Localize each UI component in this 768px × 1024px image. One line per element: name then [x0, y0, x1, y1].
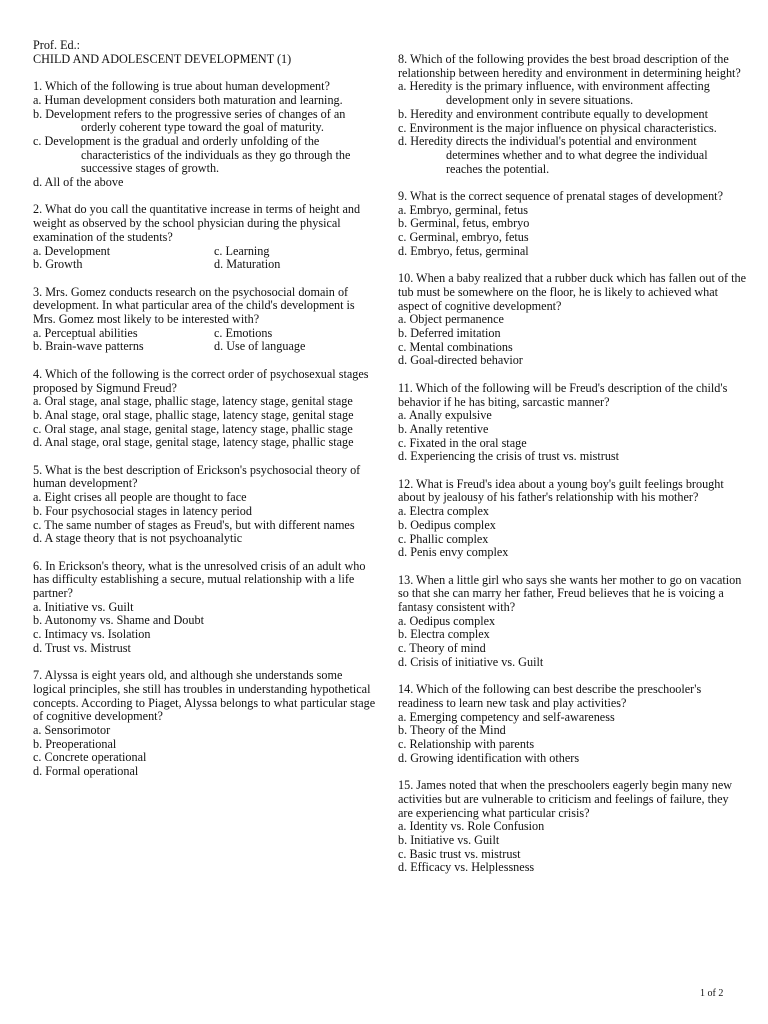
option-b: b. Brain-wave patterns: [33, 339, 144, 354]
question-stem: 9. What is the correct sequence of prenatal stages of development?: [398, 189, 723, 204]
option-d: d. Maturation: [214, 257, 281, 272]
question-12: [398, 478, 746, 560]
option-b: b. Heredity and environment contribute equally to development: [398, 106, 709, 121]
question-6: [33, 560, 378, 656]
option-a: a. Emerging competency and self-awareness: [398, 709, 615, 724]
option-a: a. Object permanence: [398, 312, 504, 327]
question-stem: 11. Which of the following will be Freud's description of the child's behavior if he has biting, sarcastic manner?: [398, 380, 728, 409]
option-a: a. Anally expulsive: [398, 408, 492, 423]
option-d: d. Use of language: [214, 339, 306, 354]
question-2: [33, 203, 378, 272]
option-b: b. Germinal, fetus, embryo: [398, 216, 530, 231]
option-b: b. Growth: [33, 257, 83, 272]
option-c: c. Emotions: [214, 325, 273, 340]
option-b: b. Autonomy vs. Shame and Doubt: [33, 613, 204, 628]
question-8: [398, 53, 746, 176]
question-stem: 3. Mrs. Gomez conducts research on the psychosocial domain of development. In what particular area of the child's development is Mrs. Gomez most likely to be interested with?: [33, 284, 355, 327]
option-a: a. Embryo, germinal, fetus: [398, 202, 528, 217]
option-a: a. Identity vs. Role Confusion: [398, 819, 545, 834]
page-header: [33, 39, 378, 66]
option-c: c. Basic trust vs. mistrust: [398, 846, 521, 861]
option-c: c. Environment is the major influence on physical characteristics.: [398, 120, 717, 135]
option-c: c. Oral stage, anal stage, genital stage, latency stage, phallic stage: [33, 421, 353, 436]
option-b: b. Oedipus complex: [398, 517, 496, 532]
question-5: [33, 464, 378, 546]
option-c: c. Relationship with parents: [398, 737, 535, 752]
option-a: a. Eight crises all people are thought to face: [33, 490, 247, 505]
question-stem: 13. When a little girl who says she wants her mother to go on vacation so that she can marry her father, Freud believes that he is voicing a fantasy consistent with?: [398, 572, 742, 615]
option-a: a. Oral stage, anal stage, phallic stage, latency stage, genital stage: [33, 394, 353, 409]
option-b: b. Four psychosocial stages in latency period: [33, 503, 252, 518]
option-b: b. Theory of the Mind: [398, 723, 506, 738]
option-d: d. Embryo, fetus, germinal: [398, 243, 529, 258]
question-15: [398, 779, 746, 875]
option-a: a. Sensorimotor: [33, 723, 111, 738]
left-column: [33, 39, 378, 793]
option-grid: [33, 245, 378, 272]
option-c: c. The same number of stages as Freud's, but with different names: [33, 517, 355, 532]
question-9: [398, 190, 746, 259]
option-a: a. Oedipus complex: [398, 613, 496, 628]
option-d: d. Penis envy complex: [398, 545, 509, 560]
question-7: [33, 669, 378, 779]
option-d: d. Trust vs. Mistrust: [33, 640, 131, 655]
question-4: [33, 368, 378, 450]
option-a: a. Development: [33, 243, 111, 258]
question-stem: 7. Alyssa is eight years old, and although she understands some logical principles, she still has troubles in understanding hypothetical concepts. According to Piaget, Alyssa belongs to what particular stage of cognitive development?: [33, 668, 376, 724]
option-a: a. Human development considers both maturation and learning.: [33, 92, 343, 107]
option-d: d. Goal-directed behavior: [398, 353, 523, 368]
option-d: d. Growing identification with others: [398, 750, 580, 765]
question-13: [398, 574, 746, 670]
question-stem: 10. When a baby realized that a rubber duck which has fallen out of the tub must be somewhere on the floor, he is likely to achieved what aspect of cognitive development?: [398, 271, 747, 313]
option-d: d. Crisis of initiative vs. Guilt: [398, 654, 544, 669]
page-number: 1 of 2: [700, 988, 724, 999]
option-c: c. Germinal, embryo, fetus: [398, 230, 529, 245]
option-d: d. Formal operational: [33, 764, 139, 779]
question-stem: 6. In Erickson's theory, what is the unresolved crisis of an adult who has difficulty establishing a secure, mutual relationship with a life partner?: [33, 558, 366, 601]
option-grid: [33, 327, 378, 354]
option-b: b. Deferred imitation: [398, 326, 501, 341]
option-c: c. Intimacy vs. Isolation: [33, 627, 151, 642]
option-b: b. Initiative vs. Guilt: [398, 832, 500, 847]
option-c: c. Theory of mind: [398, 641, 486, 656]
option-c: c. Mental combinations: [398, 339, 513, 354]
right-column: [398, 53, 746, 889]
option-a: a. Initiative vs. Guilt: [33, 599, 134, 614]
question-stem: 15. James noted that when the preschoolers eagerly begin many new activities but are vulnerable to criticism and feelings of failure, they are experiencing what particular crisis?: [398, 778, 733, 820]
question-1: [33, 80, 378, 190]
page-title: CHILD AND ADOLESCENT DEVELOPMENT (1): [33, 51, 292, 66]
option-b: b. Preoperational: [33, 736, 117, 751]
option-d: d. Efficacy vs. Helplessness: [398, 860, 535, 875]
option-c: c. Fixated in the oral stage: [398, 435, 527, 450]
option-c: c. Development is the gradual and orderly unfolding of the characteristics of the individuals as they go through the successive stages of growth.: [33, 133, 351, 176]
option-b: b. Anal stage, oral stage, phallic stage, latency stage, genital stage: [33, 407, 354, 422]
question-11: [398, 382, 746, 464]
question-3: [33, 286, 378, 355]
question-stem: 4. Which of the following is the correct order of psychosexual stages proposed by Sigmund Freud?: [33, 366, 369, 395]
option-a: a. Heredity is the primary influence, with environment affecting development only in severe situations.: [398, 79, 710, 108]
question-stem: 14. Which of the following can best describe the preschooler's readiness to learn new task and play activities?: [398, 682, 702, 710]
question-stem: 8. Which of the following provides the best broad description of the relationship between heredity and environment in determining height?: [398, 52, 741, 80]
question-14: [398, 683, 746, 765]
option-d: d. A stage theory that is not psychoanalytic: [33, 531, 243, 546]
option-b: b. Anally retentive: [398, 421, 489, 436]
option-b: b. Development refers to the progressive series of changes of an orderly coherent type toward the goal of maturity.: [33, 106, 346, 135]
option-b: b. Electra complex: [398, 627, 490, 642]
option-c: c. Concrete operational: [33, 750, 147, 765]
question-stem: 12. What is Freud's idea about a young boy's guilt feelings brought about by jealousy of his father's relationship with his mother?: [398, 476, 724, 505]
option-d: d. Anal stage, oral stage, genital stage, latency stage, phallic stage: [33, 435, 354, 450]
option-d: d. All of the above: [33, 175, 124, 190]
option-d: d. Experiencing the crisis of trust vs. mistrust: [398, 449, 620, 464]
option-d: d. Heredity directs the individual's potential and environment determines whether and to what degree the individual reaches the potential.: [398, 134, 708, 176]
question-10: [398, 272, 746, 368]
question-stem: 2. What do you call the quantitative increase in terms of height and weight as observed by the school physician during the physical examination of the students?: [33, 202, 361, 244]
course-label: Prof. Ed.:: [33, 38, 81, 52]
option-c: c. Learning: [214, 243, 270, 258]
option-c: c. Phallic complex: [398, 531, 489, 546]
question-stem: 1. Which of the following is true about human development?: [33, 79, 330, 94]
option-a: a. Perceptual abilities: [33, 325, 138, 340]
question-stem: 5. What is the best description of Erickson's psychosocial theory of human development?: [33, 462, 361, 491]
option-a: a. Electra complex: [398, 504, 490, 519]
